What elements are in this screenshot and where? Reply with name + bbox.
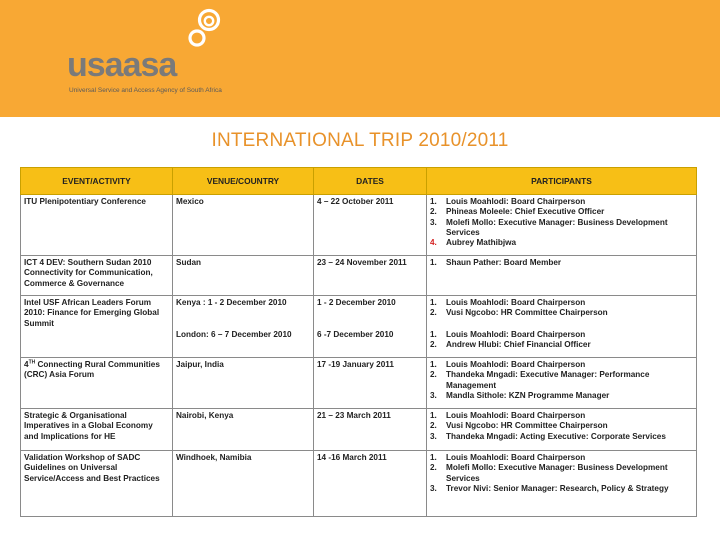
participant-text: Shaun Pather: Board Member [446,258,562,267]
spacer [430,319,693,330]
participant-text: Molefi Mollo: Executive Manager: Business Development Services [446,463,668,483]
participant-number: 3. [430,483,437,493]
participant-item [430,308,693,318]
column-header-participants: PARTICIPANTS [427,168,697,195]
participant-text: Louis Moahlodi: Board Chairperson [446,360,586,369]
participant-item [430,330,693,340]
participant-text: Thandeka Mngadi: Executive Manager: Performance Management [446,370,650,390]
participant-text: Louis Moahlodi: Board Chairperson [446,298,586,307]
participant-item [430,207,693,217]
participant-item [430,411,693,421]
table-row [21,195,697,256]
participant-item [430,298,693,308]
participant-text: Louis Moahlodi: Board Chairperson [446,411,586,420]
spacer [176,308,310,319]
participant-text: Mandla Sithole: KZN Programme Manager [446,390,610,400]
participant-number: 1. [430,258,437,267]
dates-line: 1 - 2 December 2010 [317,298,396,307]
participant-text: Thandeka Mngadi: Acting Executive: Corporate Services [446,431,666,441]
page-title: INTERNATIONAL TRIP 2010/2011 [211,130,509,151]
participant-item [430,360,693,370]
event-cell: Validation Workshop of SADC Guidelines on Universal Service/Access and Best Practices [21,451,173,517]
participant-number: 1. [430,197,437,206]
participant-text: Molefi Mollo: Executive Manager: Business Development Services [446,217,668,237]
participant-number: 2. [430,207,437,217]
event-cell: Strategic & Organisational Imperatives in a Global Economy and Implications for HE [21,409,173,451]
table-row [21,358,697,409]
participants-list [430,298,693,350]
participants-list [430,360,693,401]
participant-item [430,258,693,268]
event-cell: ICT 4 DEV: Southern Sudan 2010 Connectivity for Communication, Commerce & Governance [21,256,173,296]
venue-cell: Mexico [173,195,314,256]
participant-item [430,432,693,442]
participant-text: Louis Moahlodi: Board Chairperson [446,329,586,339]
participants-cell [427,409,697,451]
participant-item [430,238,693,248]
participants-list [430,197,693,248]
participants-cell [427,358,697,409]
spacer [176,319,310,330]
participant-text: Louis Moahlodi: Board Chairperson [446,453,586,462]
participant-number: 2. [430,463,437,473]
participant-number: 1. [430,360,437,369]
international-trips-table [20,167,697,517]
participants-cell [427,256,697,296]
participant-item [430,340,693,350]
venue-cell: Nairobi, Kenya [173,409,314,451]
logo-subtitle: Universal Service and Access Agency of South Africa [69,87,222,94]
participant-number: 1. [430,329,437,339]
participant-text: Aubrey Mathibjwa [446,238,517,248]
event-cell: ITU Plenipotentiary Conference [21,195,173,256]
participant-item [430,370,693,391]
dates-cell: 17 -19 January 2011 [314,358,427,409]
spacer [317,308,423,319]
participants-cell [427,451,697,517]
participant-text: Louis Moahlodi: Board Chairperson [446,197,586,206]
venue-cell: Windhoek, Namibia [173,451,314,517]
dates-cell: 21 – 23 March 2011 [314,409,427,451]
table-header-row [21,168,697,195]
participant-text: Vusi Ngcobo: HR Committee Chairperson [446,421,608,431]
participant-number: 2. [430,339,437,349]
table-row [21,451,697,517]
participant-text: Trevor Nivi: Senior Manager: Research, Policy & Strategy [446,483,669,493]
spacer [317,319,423,330]
participant-number: 3. [430,390,437,400]
dates-cell: 23 – 24 November 2011 [314,256,427,296]
participant-number: 3. [430,217,437,227]
dates-cell: 14 -16 March 2011 [314,451,427,517]
participant-item [430,453,693,463]
table-row [21,256,697,296]
participant-text: Andrew Hlubi: Chief Financial Officer [446,339,591,349]
participant-number: 4. [430,238,437,248]
venue-cell: Jaipur, India [173,358,314,409]
column-header-event: EVENT/ACTIVITY [21,168,173,195]
participant-number: 3. [430,431,437,441]
participant-item [430,421,693,431]
participant-text: Vusi Ngcobo: HR Committee Chairperson [446,308,608,318]
participant-number: 1. [430,298,437,307]
column-header-dates: DATES [314,168,427,195]
column-header-venue: VENUE/COUNTRY [173,168,314,195]
participant-item [430,197,693,207]
participant-item [430,391,693,401]
venue-cell [173,296,314,358]
participant-text: Phineas Moleele: Chief Executive Officer [446,207,605,217]
event-cell: Intel USF African Leaders Forum 2010: Finance for Emerging Global Summit [21,296,173,358]
dates-cell [314,296,427,358]
participants-cell [427,195,697,256]
participant-number: 2. [430,421,437,431]
venue-cell: Sudan [173,256,314,296]
table-row [21,409,697,451]
participant-item [430,218,693,239]
participants-list [430,411,693,442]
usaasa-logo [66,4,266,104]
participant-item [430,484,693,494]
participant-number: 2. [430,308,437,318]
participant-number: 1. [430,411,437,420]
dates-line: 6 -7 December 2010 [317,330,394,340]
table-row [21,296,697,358]
logo-wordmark: usaasa [67,46,177,84]
event-text: Connecting Rural Communities (CRC) Asia Forum [24,360,160,380]
participants-list [430,258,693,268]
participant-number: 1. [430,453,437,462]
dates-cell: 4 – 22 October 2011 [314,195,427,256]
venue-line: London: 6 – 7 December 2010 [176,330,292,340]
participants-list [430,453,693,494]
event-number: 4 [24,360,29,369]
participant-number: 2. [430,370,437,380]
participant-item [430,463,693,484]
participants-cell [427,296,697,358]
header-banner [0,0,720,117]
venue-line: Kenya : 1 - 2 December 2010 [176,298,287,307]
event-cell [21,358,173,409]
event-superscript: TH [28,359,36,366]
